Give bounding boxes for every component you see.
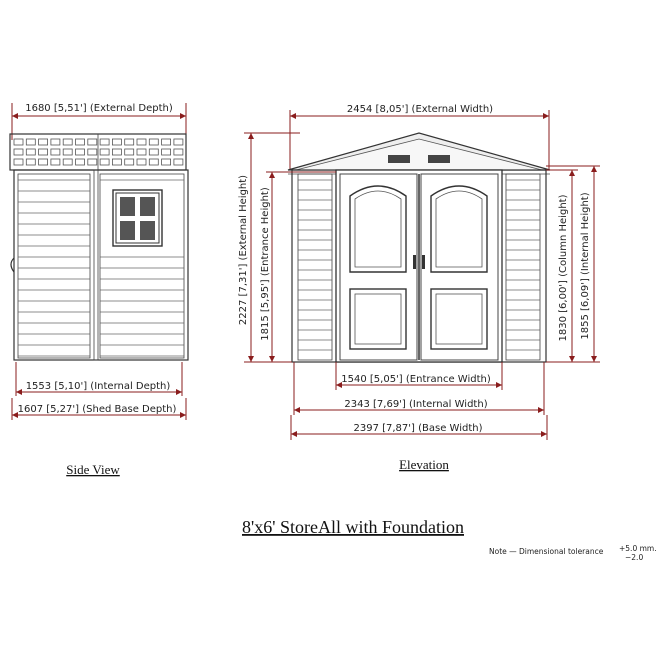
dim-external-width-label: 2454 [8,05'] (External Width) — [346, 104, 494, 115]
drawing-title: 8'x6' StoreAll with Foundation — [242, 517, 464, 537]
tolerance-plus: +5.0 mm. — [619, 544, 657, 553]
dim-column-height — [546, 170, 600, 362]
dim-base-depth — [12, 398, 186, 420]
dim-external-depth-label: 1680 [5,51'] (External Depth) — [25, 103, 173, 114]
dim-entrance-width — [336, 362, 502, 390]
dim-base-width-label: 2397 [7,87'] (Base Width) — [353, 423, 483, 434]
elevation-view — [238, 104, 600, 472]
side-roof — [10, 134, 186, 170]
tolerance-note-label: Note — Dimensional tolerance — [489, 547, 604, 556]
dim-internal-height-label: 1855 [6,09'] (Internal Height) — [580, 192, 591, 340]
dim-external-height-label: 2227 [7,31'] (External Height) — [238, 174, 249, 326]
dim-internal-width — [294, 362, 544, 415]
dim-internal-depth-label: 1553 [5,10'] (Internal Depth) — [25, 381, 171, 392]
tolerance-minus: −2.0 — [625, 553, 644, 562]
side-window — [113, 190, 162, 246]
tolerance-note — [489, 544, 657, 562]
side-walls — [11, 170, 188, 360]
dim-internal-depth — [16, 362, 182, 396]
dim-entrance-height-label: 1815 [5,95'] (Entrance Height) — [260, 187, 271, 341]
elevation-roof — [288, 133, 550, 174]
side-view — [10, 103, 188, 477]
dim-column-height-label: 1830 [6,00'] (Column Height) — [558, 194, 569, 342]
elevation-doors — [336, 170, 502, 362]
dim-base-width — [291, 415, 547, 440]
dim-internal-width-label: 2343 [7,69'] (Internal Width) — [344, 399, 488, 410]
dim-entrance-width-label: 1540 [5,05'] (Entrance Width) — [341, 374, 491, 385]
dim-base-depth-label: 1607 [5,27'] (Shed Base Depth) — [17, 404, 177, 415]
side-view-caption: Side View — [66, 462, 120, 477]
elevation-caption: Elevation — [399, 457, 449, 472]
dim-internal-height — [546, 166, 600, 362]
